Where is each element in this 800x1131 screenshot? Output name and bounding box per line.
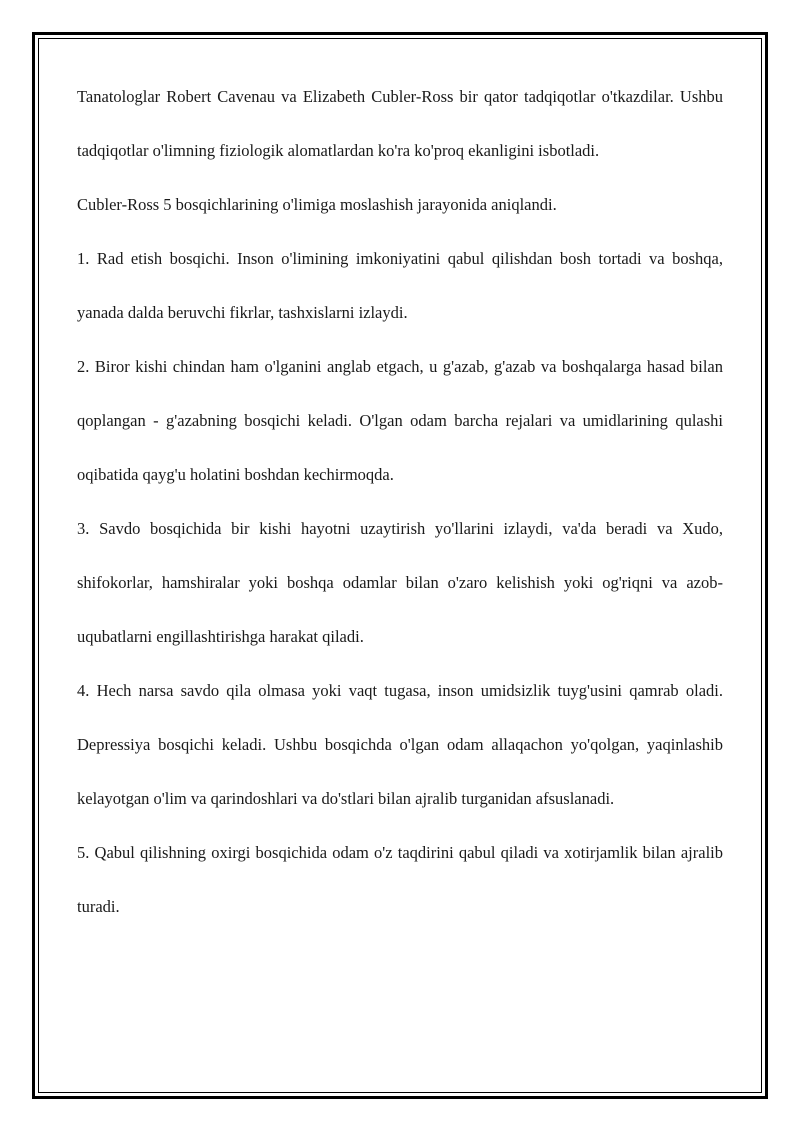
paragraph-stage-4-depression: 4. Hech narsa savdo qila olmasa yoki vaqt tugasa, inson umidsizlik tuyg'usini qamrab oladi. Depressiya bosqichi keladi. Ushbu bosqichda o'lgan odam allaqachon yo'qolgan, yaqinlashib kelayotgan o'lim va qarindoshlari va do'stlari bilan ajralib turganidan afsuslanadi. — [77, 681, 723, 808]
paragraph-intro: Tanatologlar Robert Cavenau va Elizabeth Cubler-Ross bir qator tadqiqotlar o'tkazdilar. Ushbu tadqiqotlar o'limning fiziologik alomatlardan ko'ra ko'proq ekanligini isbotladi. — [77, 87, 723, 160]
paragraph-stage-1-denial: 1. Rad etish bosqichi. Inson o'limining imkoniyatini qabul qilishdan bosh tortadi va boshqa, yanada dalda beruvchi fikrlar, tashxislarni izlaydi. — [77, 249, 723, 322]
paragraph-stage-5-acceptance: 5. Qabul qilishning oxirgi bosqichida odam o'z taqdirini qabul qiladi va xotirjamlik bilan ajralib turadi. — [77, 843, 723, 916]
document-body — [77, 70, 723, 934]
paragraph-stage-2-anger: 2. Biror kishi chindan ham o'lganini anglab etgach, u g'azab, g'azab va boshqalarga hasad bilan qoplangan - g'azabning bosqichi keladi. O'lgan odam barcha rejalari va umidlarining qulashi oqibatida qayg'u holatini boshdan kechirmoqda. — [77, 357, 723, 484]
paragraph-stage-3-bargaining: 3. Savdo bosqichida bir kishi hayotni uzaytirish yo'llarini izlaydi, va'da beradi va Xudo, shifokorlar, hamshiralar yoki boshqa odamlar bilan o'zaro kelishish yoki og'riqni va azob-uqubatlarni engillashtirishga harakat qiladi. — [77, 519, 723, 646]
paragraph-stages-heading: Cubler-Ross 5 bosqichlarining o'limiga moslashish jarayonida aniqlandi. — [77, 195, 557, 214]
